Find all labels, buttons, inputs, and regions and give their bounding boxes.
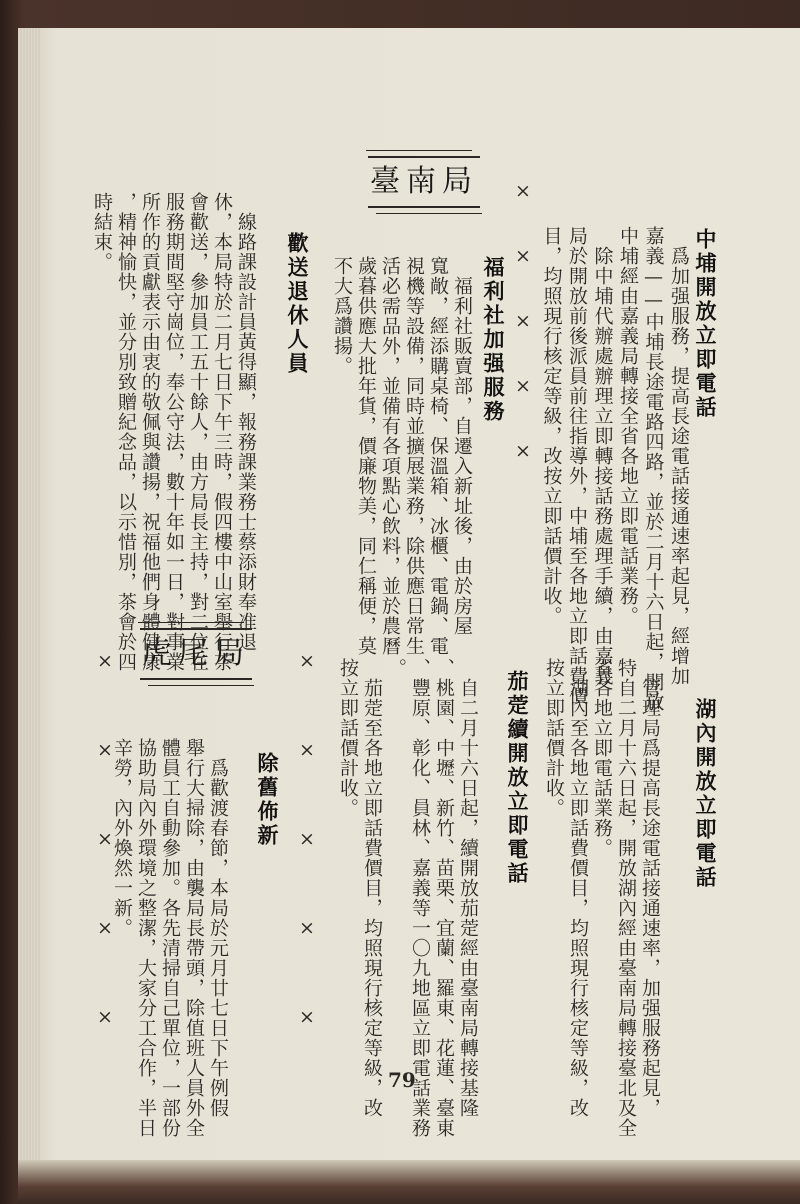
retire-line: 休，本局特於二月七日下午三時，假四樓中山室舉行茶 xyxy=(211,192,233,672)
welfare-heading: 福利社加强服務 xyxy=(481,256,505,424)
jiadong-heading: 茄萣續開放立即電話 xyxy=(505,670,529,886)
cleanup-line: 爲歡渡春節，本局於元月廿七日下午例假 xyxy=(207,738,229,1118)
cleanup-line: 協助局內外環境之整潔，大家分工合作，半日 xyxy=(135,738,157,1138)
zhongpu-line: 爲加强服務，提高長途電話接通速率起見，經增加 xyxy=(668,226,690,686)
welfare-line: 不大爲讚揚。 xyxy=(331,256,353,376)
retire-line: 服務期間堅守崗位，奉公守法，數十年如一日，對事業 xyxy=(163,192,185,672)
page-edges xyxy=(18,28,40,1178)
hunei-heading: 湖內開放立即電話 xyxy=(693,698,717,890)
retire-line: 線路課設計員黃得顯，報務課業務士蔡添財奉准退 xyxy=(235,192,257,652)
zhongpu-line: 除中埔代辦處辦理立即轉接話務處理手續，由嘉義 xyxy=(591,226,614,686)
cleanup-heading: 除舊佈新 xyxy=(255,752,279,848)
welfare-line: 寬敞，經添購桌椅、保溫箱、冰櫃、電鍋、電 xyxy=(427,256,449,656)
hunei-line: 特自二月十六日起，開放湖內經由臺南局轉接臺北及全 xyxy=(615,658,637,1138)
hunei-line: 省各地立即電話業務。 xyxy=(591,658,613,858)
zhongpu-separator-marks: × × × × × xyxy=(512,180,534,474)
zhongpu-line: 嘉義——中埔長途電路四路，並於二月十六日起，開放 xyxy=(642,226,665,712)
cleanup-body xyxy=(110,692,254,1138)
retire-line: 會歡送，參加員工五十餘人，由方局長主持，對二位在 xyxy=(187,192,209,672)
hunei-line: 按立即話價計收。 xyxy=(543,658,565,818)
zhongpu-line: 中埔經由嘉義局轉接全省各地立即電話業務。 xyxy=(617,226,639,626)
zhongpu-body xyxy=(538,180,717,712)
jiadong-line: 。 xyxy=(385,658,407,678)
tainan-office-title: 臺南局 xyxy=(368,156,480,208)
welfare-line: 歲暮供應大批年貨，價廉物美，同仁稱便，莫 xyxy=(355,256,377,656)
cleanup-line: 辛勞，內外煥然一新。 xyxy=(111,738,133,938)
hunei-body xyxy=(542,612,686,1138)
zhongpu-line: 局於開放前後派員前往指導外，中埔至各地立即話費價 xyxy=(566,226,588,706)
page-bottom-shadow xyxy=(18,1160,800,1204)
welfare-body xyxy=(330,210,498,656)
jiadong-line: 自二月十六日起，續開放茄萣經由臺南局轉接基隆 xyxy=(457,658,479,1118)
huwei-office-title: 虎尾局 xyxy=(140,628,252,680)
welfare-line: 福利社販賣部，自遷入新址後，由於房屋 xyxy=(451,256,473,636)
retire-line: ，精神愉快，並分別致贈紀念品，以示惜別，茶會於四 xyxy=(115,192,137,672)
jiadong-line: 、豐原、彰化、員林、嘉義等一〇九地區立即電話業務 xyxy=(409,658,431,1138)
welfare-line: 活必需品外，並備有各項點心飲料，並於農曆 xyxy=(379,256,401,656)
welfare-line: 視機等設備，同時並擴展業務，除供應日常生 xyxy=(403,256,425,656)
jiadong-separator-marks: × × × × × xyxy=(296,650,318,1052)
hunei-line: 管理局爲提高長途電話接通速率，加强服務起見， xyxy=(639,658,661,1118)
page-number: 79 xyxy=(388,1068,416,1092)
retire-heading: 歡送退休人員 xyxy=(285,232,309,376)
cleanup-line: 體員工自動參加。各先清掃自己單位，一部份 xyxy=(159,738,181,1138)
retire-line: 所作的貢獻表示由衷的敬佩與讚揚，祝福他們身體健康 xyxy=(139,192,161,672)
cleanup-line: 舉行大掃除，由襲局長帶頭，除值班人員外全 xyxy=(183,738,205,1138)
retire-line: 時結束。 xyxy=(91,192,113,272)
jiadong-line: 、桃園、中壢、新竹、苗栗、宜蘭、羅東、花蓮、臺東 xyxy=(433,658,455,1138)
zhongpu-heading: 中埔開放立即電話 xyxy=(693,228,717,420)
zhongpu-line: 目，均照現行核定等級，改按立即話價計收。 xyxy=(540,226,563,626)
jiadong-line: 茄萣至各地立即話費價目，均照現行核定等級，改 xyxy=(361,658,383,1118)
cleanup-separator-marks: × × × × × xyxy=(94,650,116,1052)
jiadong-line: 按立即話價計收。 xyxy=(337,658,359,818)
hunei-line: 湖內至各地立即話費價目，均照現行核定等級，改 xyxy=(567,658,589,1118)
